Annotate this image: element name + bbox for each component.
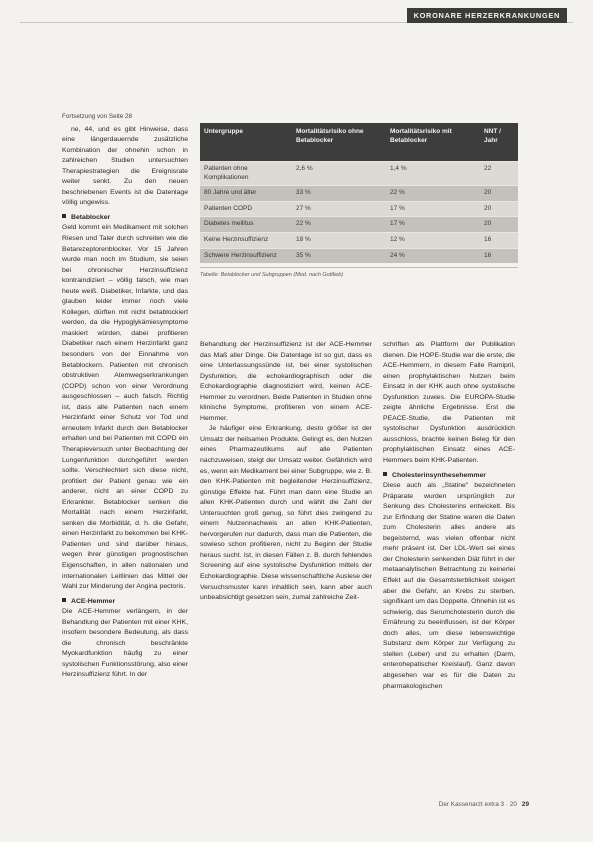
table-cell: Patienten COPD bbox=[200, 201, 292, 217]
table-cell: 35 % bbox=[292, 248, 386, 263]
table-cell: 27 % bbox=[292, 201, 386, 217]
table-cell: Keine Herzinsuffizienz bbox=[200, 232, 292, 248]
square-bullet-icon bbox=[383, 472, 387, 476]
table-cell: 22 bbox=[480, 162, 518, 186]
journal-name: Der Kassenarzt extra 3 · 20 bbox=[438, 801, 517, 808]
section-heading-cholesterinsynthesehemmer: Cholesterinsynthesehemmer bbox=[383, 471, 515, 482]
column-header: Mortalitätsrisiko ohne Betablocker bbox=[292, 123, 386, 162]
table-cell: 80 Jahre und älter bbox=[200, 186, 292, 202]
table-row bbox=[200, 201, 518, 217]
table-cell: 24 % bbox=[386, 248, 480, 263]
square-bullet-icon bbox=[62, 214, 66, 218]
paragraph: Diese auch als „Statine" bezeichneten Präparate wurden ursprünglich zur Senkung des Cholesterins entwickelt. Bis zur Erfindung der Statine waren die Daten zum Cholesterin alles andere als begeisternd, was vielen offenbar nicht mehr präsent ist. Der LDL-Wert sei eines der Cholesterin senkenden Diät führt in der metaanalytischen Betrachtung zu keinerlei Effekt auf die Gesamtsterblichkeit steigert aber die Gefahr, an Krebs zu sterben, signifikant um das Doppelte. Ohnehin ist es schwierig, das Serumcholesterin durch die Ernährung zu beeinflussen, ist der Körper doch alles, um diese lebenswichtige Substanz dem Körper zur Verfügung zu stellen (Leber) und zu erhalten (Darm, enterohepatischer Kreislauf). Ganz davon abgesehen war es für die Daten zu pharmakologischen bbox=[383, 482, 515, 690]
column-header: Mortalitätsrisiko mit Betablocker bbox=[386, 123, 480, 162]
page-number: 29 bbox=[521, 801, 529, 808]
paragraph: Behandlung der Herzinsuffizienz ist der ACE-Hemmer das Maß aller Dinge. Die Datenlage ist so gut, dass es eine Unterlassungssünde ist, bei einer systolischen Dysfunktion, die echokardiographisch oder die Echokardiographie diagnostiziert wird, keinen ACE-Hemmer zu verordnen. Beide Patienten in Studien ohne klinische Symptome, profitieren von einem ACE-Hemmer. bbox=[200, 341, 372, 422]
table-cell: 17 % bbox=[386, 217, 480, 233]
table-row bbox=[200, 248, 518, 263]
subgroup-table bbox=[200, 123, 518, 279]
paragraph: schriften als Plattform der Publikation dienen. Die HOPE-Studie war die erste, die ACE-Hemmern, in diesem Falle Ramipril, einen prophylaktischen Nutzen beim Einsatz in der KHK auch ohne systolische Dysfunktion zuwies. Die EUROPA-Studie zeigte ähnliche Ergebnisse. Erst die PEACE-Studie, die Patienten mit systolischer Dysfunktion ausdrücklich ausschloss, brachte keinen Beleg für den prophylaktischen Einsatz eines ACE-Hemmers beim KHK-Patienten. bbox=[383, 341, 515, 465]
table-cell: 20 bbox=[480, 186, 518, 202]
table-cell: 18 % bbox=[292, 232, 386, 248]
table-cell: Patienten ohne Komplikationen bbox=[200, 162, 292, 186]
table-header-row bbox=[200, 123, 518, 162]
page-footer bbox=[439, 801, 529, 808]
column-header: NNT / Jahr bbox=[480, 123, 518, 162]
table-cell: Schwere Herzinsuffizienz bbox=[200, 248, 292, 263]
column-header: Untergruppe bbox=[200, 123, 292, 162]
table-row bbox=[200, 162, 518, 186]
table-cell: 17 % bbox=[386, 201, 480, 217]
section-heading-ace-hemmer: ACE-Hemmer bbox=[62, 597, 188, 608]
data-table bbox=[200, 123, 518, 263]
paragraph: Je häufiger eine Erkrankung, desto größer ist der Umsatz der heilsamen Produkte. Gelingt es, den Nutzen eines Pharmazeutikums auf alle Patienten nachzuweisen, steigt der Umsatz weiter. Gefährlich wird es, wenn ein Medikament bei einer Subgruppe, wie z. B. den KHK-Patienten mit begleitender Herzinsuffizienz, günstige Effekte hat. Führt man dann eine Studie an allen KHK-Patienten durch und wählt die Zahl der Untersuchten groß genug, so führt dies zwingend zu einem Nutzennachweis an allen KHK-Patienten, hervorgerufen nur dadurch, dass man die Patienten, die sowieso schon profitieren, nicht zu Beginn der Studie heraus sucht. Ist, in diesen Fällen z. B. durch fehlendes Screening auf eine systolische Dysfunktion mittels der Echokardiographie. Diese wissenschaftliche Auslese der Versuchsmuster kann inhaltlich sein, kann aber auch unbeabsichtigt gesetzen sein, zumal zahlreiche Zeit- bbox=[200, 425, 372, 602]
paragraph: ne, 44, und es gibt Hinweise, dass eine längerdauernde zusätzliche Kombination der ohnehin schon in zahlreichen Studien untersuchten Therapiestrategien die Ereignisrate weiter senkt. Zu den neuen beschriebenen Events ist die Datenlage völlig ungewiss. bbox=[62, 125, 188, 207]
square-bullet-icon bbox=[62, 598, 66, 602]
table-row bbox=[200, 186, 518, 202]
table-cell: 12 % bbox=[386, 232, 480, 248]
text-column-1 bbox=[62, 112, 188, 681]
table-row bbox=[200, 217, 518, 233]
table-cell: 1,4 % bbox=[386, 162, 480, 186]
table-caption: Tabelle: Betablocker und Subgruppen (Mod. nach Gottlieb) bbox=[200, 267, 518, 279]
table-cell: 16 bbox=[480, 232, 518, 248]
continued-note: Fortsetzung von Seite 28 bbox=[62, 113, 133, 120]
table-cell: 33 % bbox=[292, 186, 386, 202]
section-heading-betablocker: Betablocker bbox=[62, 213, 188, 224]
table-cell: 2,6 % bbox=[292, 162, 386, 186]
table-row bbox=[200, 232, 518, 248]
table-cell: 16 bbox=[480, 248, 518, 263]
table-cell: 22 % bbox=[292, 217, 386, 233]
paragraph: Die ACE-Hemmer verlängern, in der Behandlung der Patienten mit einer KHK, insofern besondere Bedeutung, als dass die chronisch beschränkte Myokardfunktion häufig zu einer systolischen Funktionsstörung, also einer Herzinsuffizienz führt. In der bbox=[62, 608, 188, 679]
table-cell: Diabetes mellitus bbox=[200, 217, 292, 233]
running-title: KORONARE HERZERKRANKUNGEN bbox=[407, 8, 567, 23]
paragraph: Geld kommt ein Medikament mit solchen Riesen und Taler durch schreiten wie die Betarezeptorenblocker. Vor 15 Jahren wurde man noch im Studium, sie seien bei chronischer Herzinsuffizienz kontraindiziert – völlig falsch, wie man heute weiß. Diabetiker, Infarkte, und das glauben leider immer noch viele Kollegen, dürften mit nicht betablockiert werden, da die Hypoglykämiesymptome maskiert würden, dabei profitieren Diabetiker nach einem Herzinfarkt ganz besonders von der Einnahme von Betablockern. Patienten mit chronisch obstruktiven Atemwegserkrankungen (COPD) schon von einer Verordnung ausgeschlossen – auch falsch. Richtig ist, dass alle Patienten nach einem Herzinfarkt einer Schutz vor Tod und erneutem Infarkt durch den Betablocker erhalten und bei Patienten mit COPD ein Therapieversuch unter Beobachtung der Lungenfunktion durchgeführt werden sollte. Verschlechtert sich diese nicht, profitiert der Patient genau wie ein anderer, nicht an einer COPD zu Erkrankter. Betablocker senken die Mortalität nach einem Herzinfarkt, senken die Morbidität, d. h. die Gefahr, einen Herzinfarkt zu bekommen bei KHK-Patienten und sind darüber hinaus, wegen ihrer günstigen prognostischen Eigenschaften, in allen nationalen und internationalen Leitlinien das Mittel der Wahl zur Minderung der Angina pectoris. bbox=[62, 224, 188, 591]
text-column-2 bbox=[200, 340, 372, 604]
table-cell: 20 bbox=[480, 201, 518, 217]
table-cell: 22 % bbox=[386, 186, 480, 202]
text-column-3 bbox=[383, 340, 515, 692]
table-cell: 20 bbox=[480, 217, 518, 233]
